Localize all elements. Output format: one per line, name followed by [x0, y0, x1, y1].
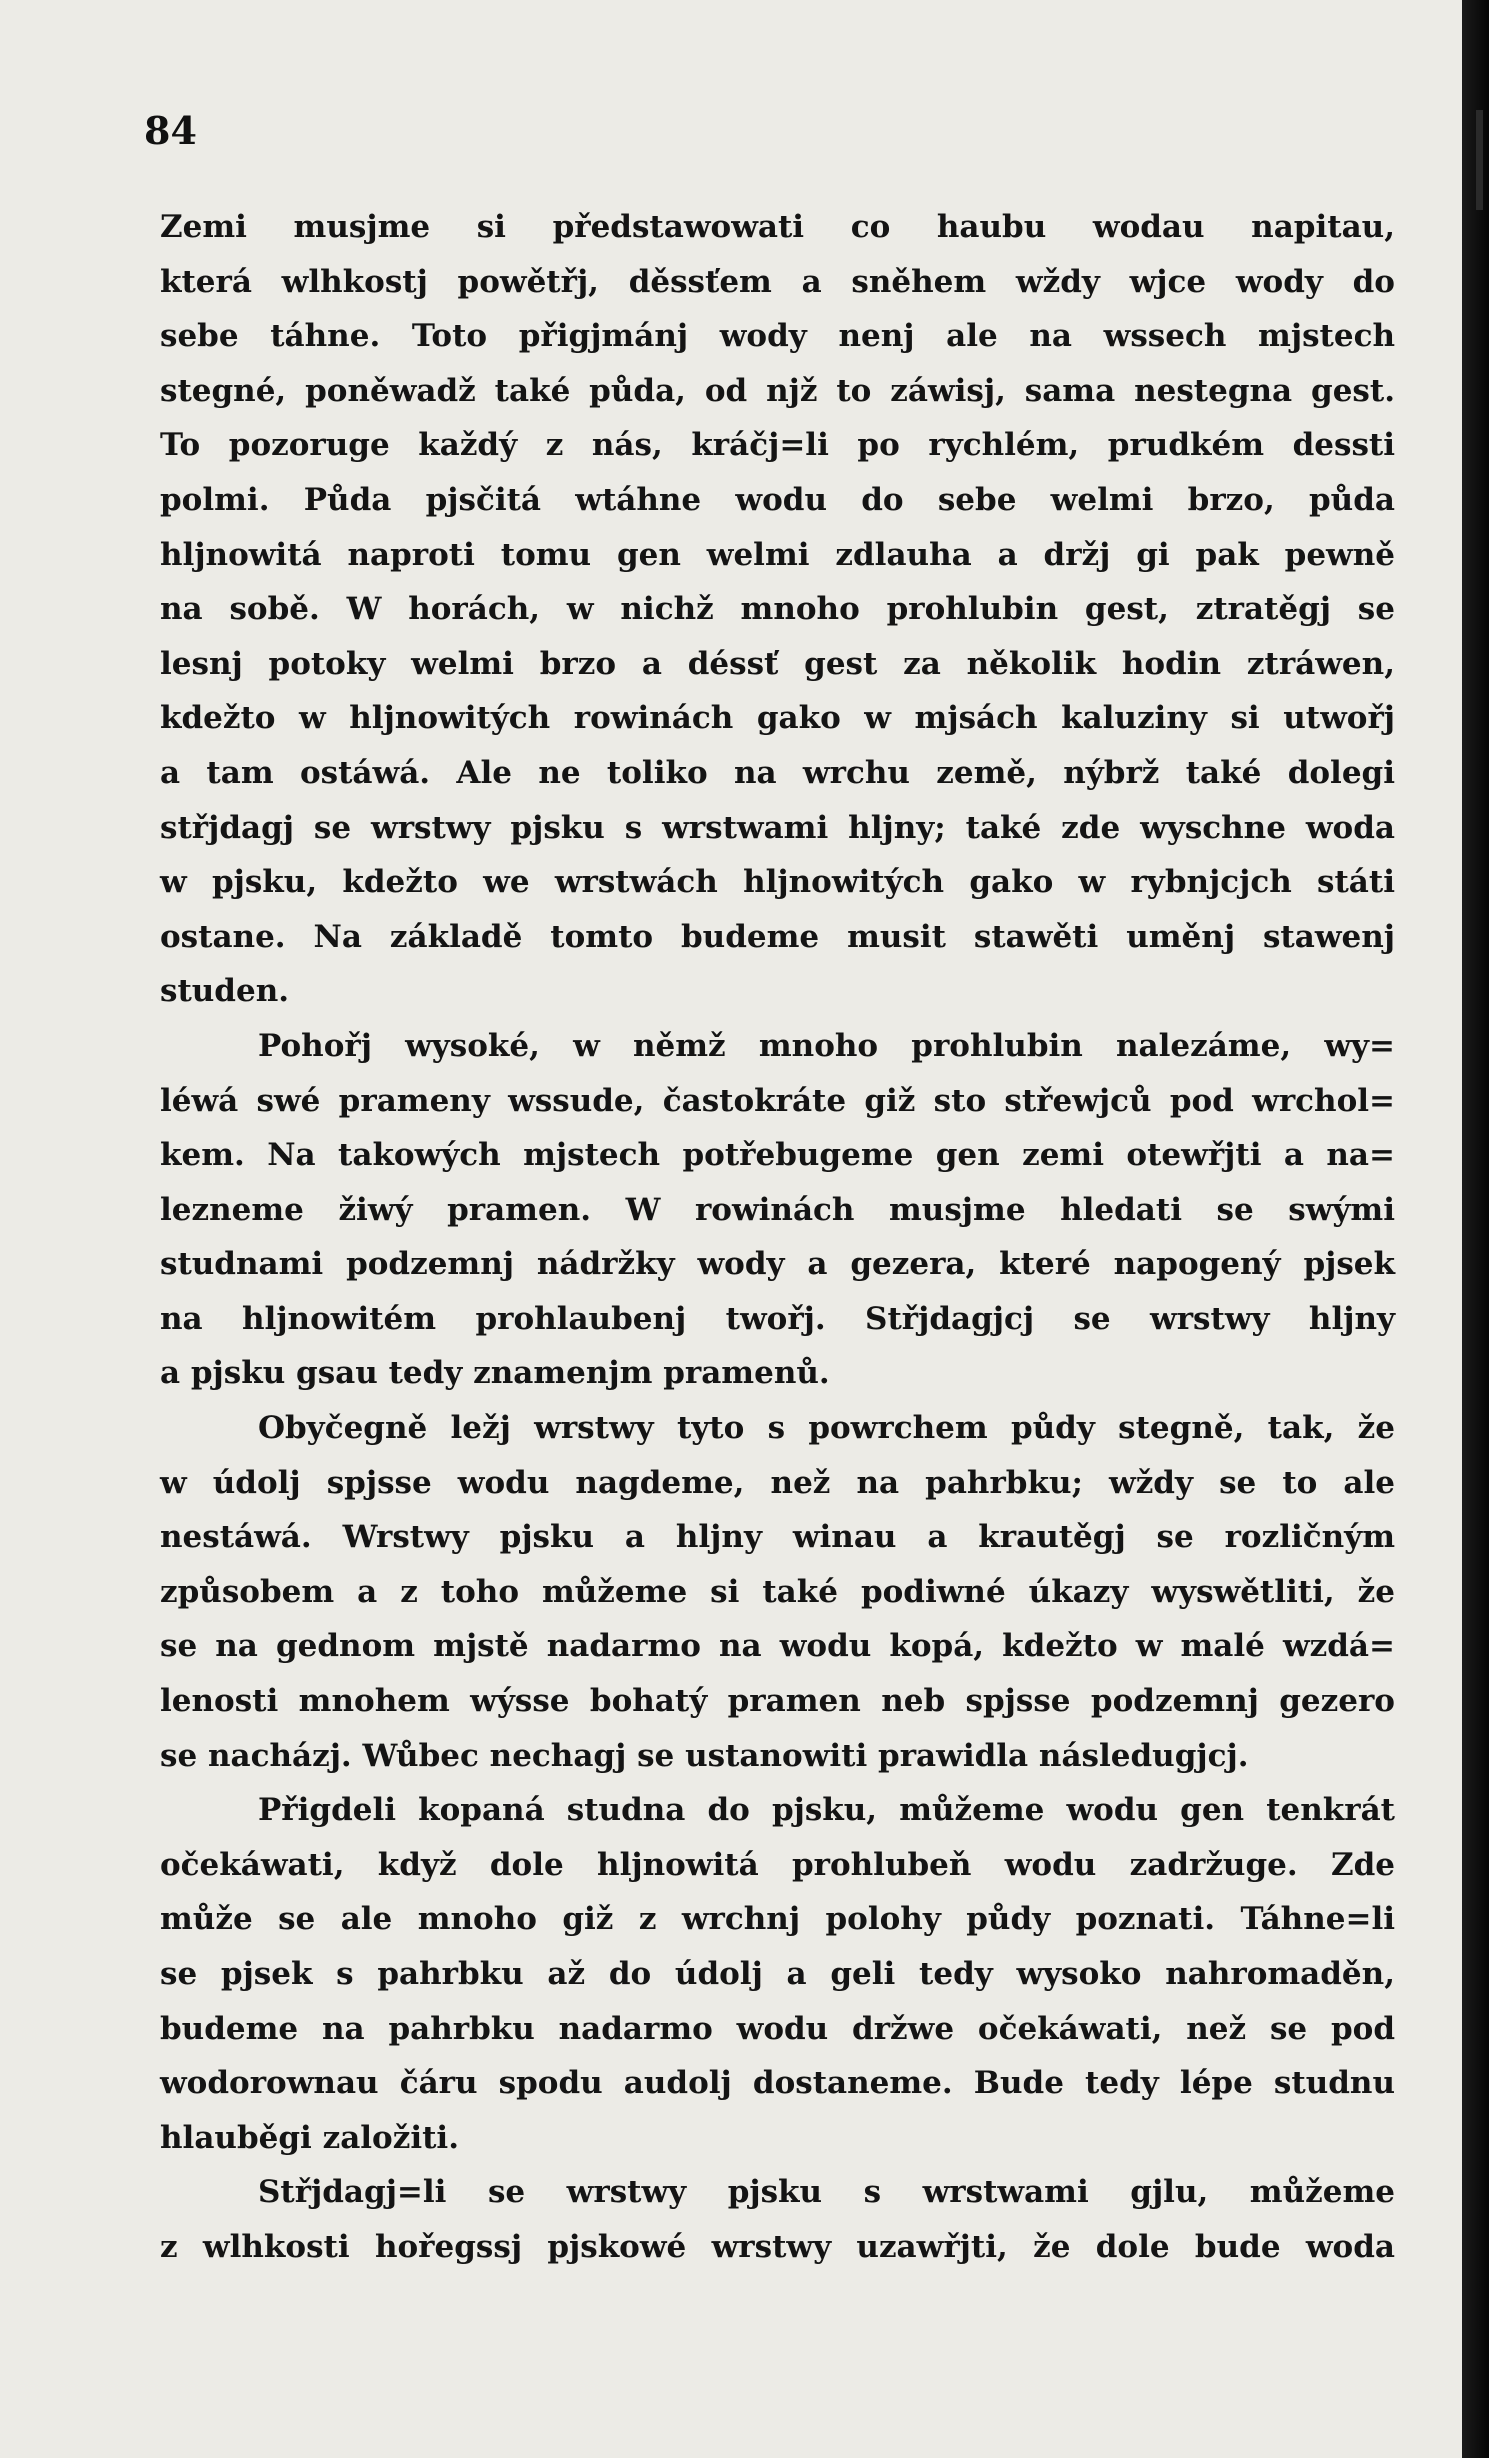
- text-line: Střjdagj=li se wrstwy pjsku s wrstwami gjlu, můžeme: [258, 2174, 1395, 2211]
- text-line: budeme na pahrbku nadarmo wodu držwe očekáwati, než se pod: [160, 2010, 1395, 2047]
- text-line: stegné, poněwadž také půda, od njž to záwisj, sama nestegna gest.: [160, 372, 1395, 409]
- text-line: a tam ostáwá. Ale ne toliko na wrchu země, nýbrž také dolegi: [160, 754, 1395, 791]
- text-line: léwá swé prameny wssude, častokráte giž sto střewjců pod wrchol=: [160, 1082, 1395, 1119]
- text-line: To pozoruge každý z nás, kráčj=li po rychlém, prudkém dessti: [160, 427, 1395, 464]
- text-line: očekáwati, když dole hljnowitá prohlubeň wodu zadržuge. Zde: [160, 1846, 1395, 1883]
- page-edge-mark: [1476, 110, 1483, 210]
- text-line: studen.: [160, 973, 290, 1010]
- text-line: Pohořj wysoké, w němž mnoho prohlubin nalezáme, wy=: [258, 1027, 1395, 1064]
- body-text: [160, 200, 1395, 2275]
- text-line: a pjsku gsau tedy znamenjm pramenů.: [160, 1355, 830, 1392]
- text-line: se nacházj. Wůbec nechagj se ustanowiti prawidla následugjcj.: [160, 1737, 1249, 1774]
- text-line: ostane. Na základě tomto budeme musit stawěti uměnj stawenj: [160, 918, 1395, 955]
- text-line: kem. Na takowých mjstech potřebugeme gen zemi otewřjti a na=: [160, 1137, 1395, 1174]
- text-line: w údolj spjsse wodu nagdeme, než na pahrbku; wždy se to ale: [160, 1464, 1395, 1501]
- paragraph: [160, 200, 1395, 1019]
- paragraph: [160, 1783, 1395, 2165]
- text-line: w pjsku, kdežto we wrstwách hljnowitých gako w rybnjcjch státi: [160, 864, 1395, 901]
- text-line: se pjsek s pahrbku až do údolj a geli tedy wysoko nahromaděn,: [160, 1956, 1395, 1992]
- paragraph: [160, 1401, 1395, 1783]
- text-line: lezneme žiwý pramen. W rowinách musjme hledati se swými: [160, 1191, 1395, 1228]
- text-line: se na gednom mjstě nadarmo na wodu kopá, kdežto w malé wzdá=: [160, 1628, 1395, 1665]
- paragraph: [160, 2165, 1395, 2274]
- text-line: lesnj potoky welmi brzo a déssť gest za několik hodin ztráwen,: [160, 645, 1395, 682]
- text-line: způsobem a z toho můžeme si také podiwné úkazy wyswětliti, že: [160, 1573, 1395, 1610]
- text-line: Zemi musjme si předstawowati co haubu wodau napitau,: [160, 209, 1395, 245]
- text-line: lenosti mnohem wýsse bohatý pramen neb spjsse podzemnj gezero: [160, 1683, 1395, 1720]
- text-line: wodorownau čáru spodu audolj dostaneme. Bude tedy lépe studnu: [160, 2065, 1395, 2102]
- page-number: 84: [144, 108, 197, 153]
- text-line: z wlhkosti hořegssj pjskowé wrstwy uzawřjti, že dole bude woda: [160, 2228, 1395, 2265]
- text-line: polmi. Půda pjsčitá wtáhne wodu do sebe welmi brzo, půda: [160, 481, 1395, 518]
- text-line: střjdagj se wrstwy pjsku s wrstwami hljny; také zde wyschne woda: [160, 809, 1395, 846]
- text-line: nestáwá. Wrstwy pjsku a hljny winau a krautěgj se rozličným: [160, 1519, 1395, 1556]
- text-line: Obyčegně ležj wrstwy tyto s powrchem půdy stegně, tak, že: [258, 1410, 1395, 1447]
- text-line: Přigdeli kopaná studna do pjsku, můžeme wodu gen tenkrát: [258, 1792, 1395, 1829]
- text-line: na hljnowitém prohlaubenj twořj. Střjdagjcj se wrstwy hljny: [160, 1300, 1395, 1337]
- paragraph: [160, 1019, 1395, 1401]
- text-line: kdežto w hljnowitých rowinách gako w mjsách kaluziny si utwořj: [160, 700, 1395, 737]
- text-line: může se ale mnoho giž z wrchnj polohy půdy poznati. Táhne=li: [160, 1901, 1395, 1938]
- text-line: sebe táhne. Toto přigjmánj wody nenj ale na wssech mjstech: [160, 318, 1395, 355]
- text-line: hlauběgi založiti.: [160, 2119, 459, 2156]
- page-edge-shadow: [1462, 0, 1489, 2458]
- text-line: hljnowitá naproti tomu gen welmi zdlauha a držj gi pak pewně: [160, 536, 1395, 573]
- text-line: studnami podzemnj nádržky wody a gezera, které napogený pjsek: [160, 1246, 1395, 1283]
- text-line: na sobě. W horách, w nichž mnoho prohlubin gest, ztratěgj se: [160, 591, 1395, 628]
- text-line: která wlhkostj powětřj, děssťem a sněhem wždy wjce wody do: [160, 263, 1395, 300]
